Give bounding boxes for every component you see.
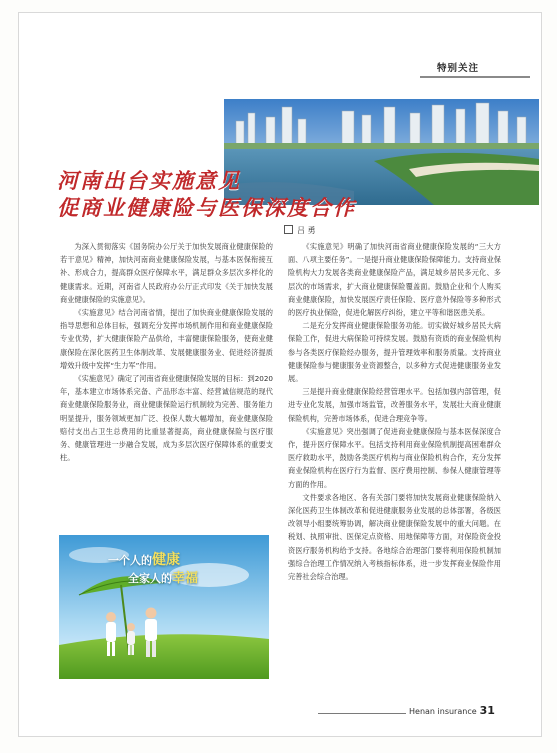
article-column-left: [60, 240, 273, 464]
paragraph: 《实施意见》明确了加快河南省商业健康保险发展的“三大方面、八项主要任务”。一是提升商业健康保险保障能力。支持商业保险机构大力发展各类商业健康保险产品，满足城乡居民多元化、多层次的市场需求，扩大商业健康保险覆盖面。鼓励企业和个人购买商业健康保险，加快发展医疗责任保险、医疗意外保险等多种形式的医疗执业保险，促进化解医疗纠纷，建立平等和谐医患关系。: [288, 242, 501, 318]
paragraph: 《实施意见》突出强调了促进商业健康保险与基本医保深度合作，提升医疗保障水平。包括支持利用商业保险机制提高困难群众医疗救助水平，鼓励各类医疗机构与商业保险机构合作，充分发挥商业保险机构在医疗行为监督、医疗费用控制、参保人健康管理等方面的作用。: [288, 426, 501, 489]
paragraph: 《实施意见》结合河南省情，提出了加快商业健康保险发展的指导思想和总体目标，强调充分发挥市场机制作用和商业健康保险专业优势，扩大健康保险产品供给，丰富健康保险服务，使商业健康保险在深化医药卫生体制改革、发展健康服务业、促进经济提质增效升级中发挥“生力军”作用。: [60, 308, 273, 370]
paragraph: 《实施意见》确定了河南省商业健康保险发展的目标：到2020年，基本建立市场体系完备、产品形态丰富、经营诚信规范的现代商业健康保险服务业，商业健康保险运行机制较为完善、服务能力明显提升，服务领域更加广泛、投保人数大幅增加，商业健康保险赔付支出占卫生总费用的比重显著提高，商业健康保险与医疗服务、健康管理进一步融合发展，成为多层次医疗保障体系的重要支柱。: [60, 374, 273, 463]
article-title-line-1: 河南出台实施意见: [57, 168, 241, 193]
paragraph: 文件要求各地区、各有关部门要将加快发展商业健康保险纳入深化医药卫生体制改革和促进健康服务业发展的总体部署，各级医改领导小组要统筹协调，解决商业健康保险发展中的重大问题。在税划、执照审批、医保定点资格、用地保障等方面，对保险资金投资医疗服务机构给予支持。各地综合治理部门要将利用保险机制加强综合治理工作情况纳入考核指标体系，进一步发挥商业保险作用完善社会综合治理。: [288, 492, 501, 582]
section-divider: [420, 76, 530, 78]
magazine-name: Henan insurance: [409, 707, 477, 716]
hero-photo: [224, 99, 539, 205]
paragraph: 二是充分发挥商业健康保险服务功能。切实做好城乡居民大病保险工作，促进大病保险可持续发展。鼓励有资质的商业保险机构参与各类医疗保险经办服务，提升管理效率和服务质量。支持商业健康保险参与健康服务业资源整合，以多种方式促进健康服务业发展。: [288, 321, 501, 384]
author-byline: [284, 225, 316, 236]
ad-slogan-line-1: 一个人的健康: [108, 552, 180, 568]
author-square-icon: [284, 225, 293, 234]
article-title-line-2: 促商业健康险与医保深度合作: [57, 195, 356, 220]
paragraph: 三是提升商业健康保险经营管理水平。包括加强内部管理，促进专业化发展，加强市场监管，改善服务水平，发展壮大商业健康保险机构，完善市场体系，促进合理竞争等。: [288, 387, 501, 423]
author-name: 吕 勇: [297, 226, 316, 235]
section-label: 特别关注: [437, 63, 480, 74]
page-footer: [409, 704, 495, 717]
footer-divider: [318, 713, 406, 714]
ad-slogan-line-2: 全家人的幸福: [128, 571, 199, 586]
page-number: 31: [479, 704, 495, 717]
paragraph: 为深入贯彻落实《国务院办公厅关于加快发展商业健康保险的若干意见》精神，加快河南商业健康保险发展，与基本医保衔接互补、形成合力，提高群众医疗保障水平，满足群众多层次多样化的健康需求。近期，河南省人民政府办公厅正式印发《关于加快发展商业健康保险的实施意见》。: [60, 242, 273, 304]
article-column-right: [288, 240, 501, 583]
